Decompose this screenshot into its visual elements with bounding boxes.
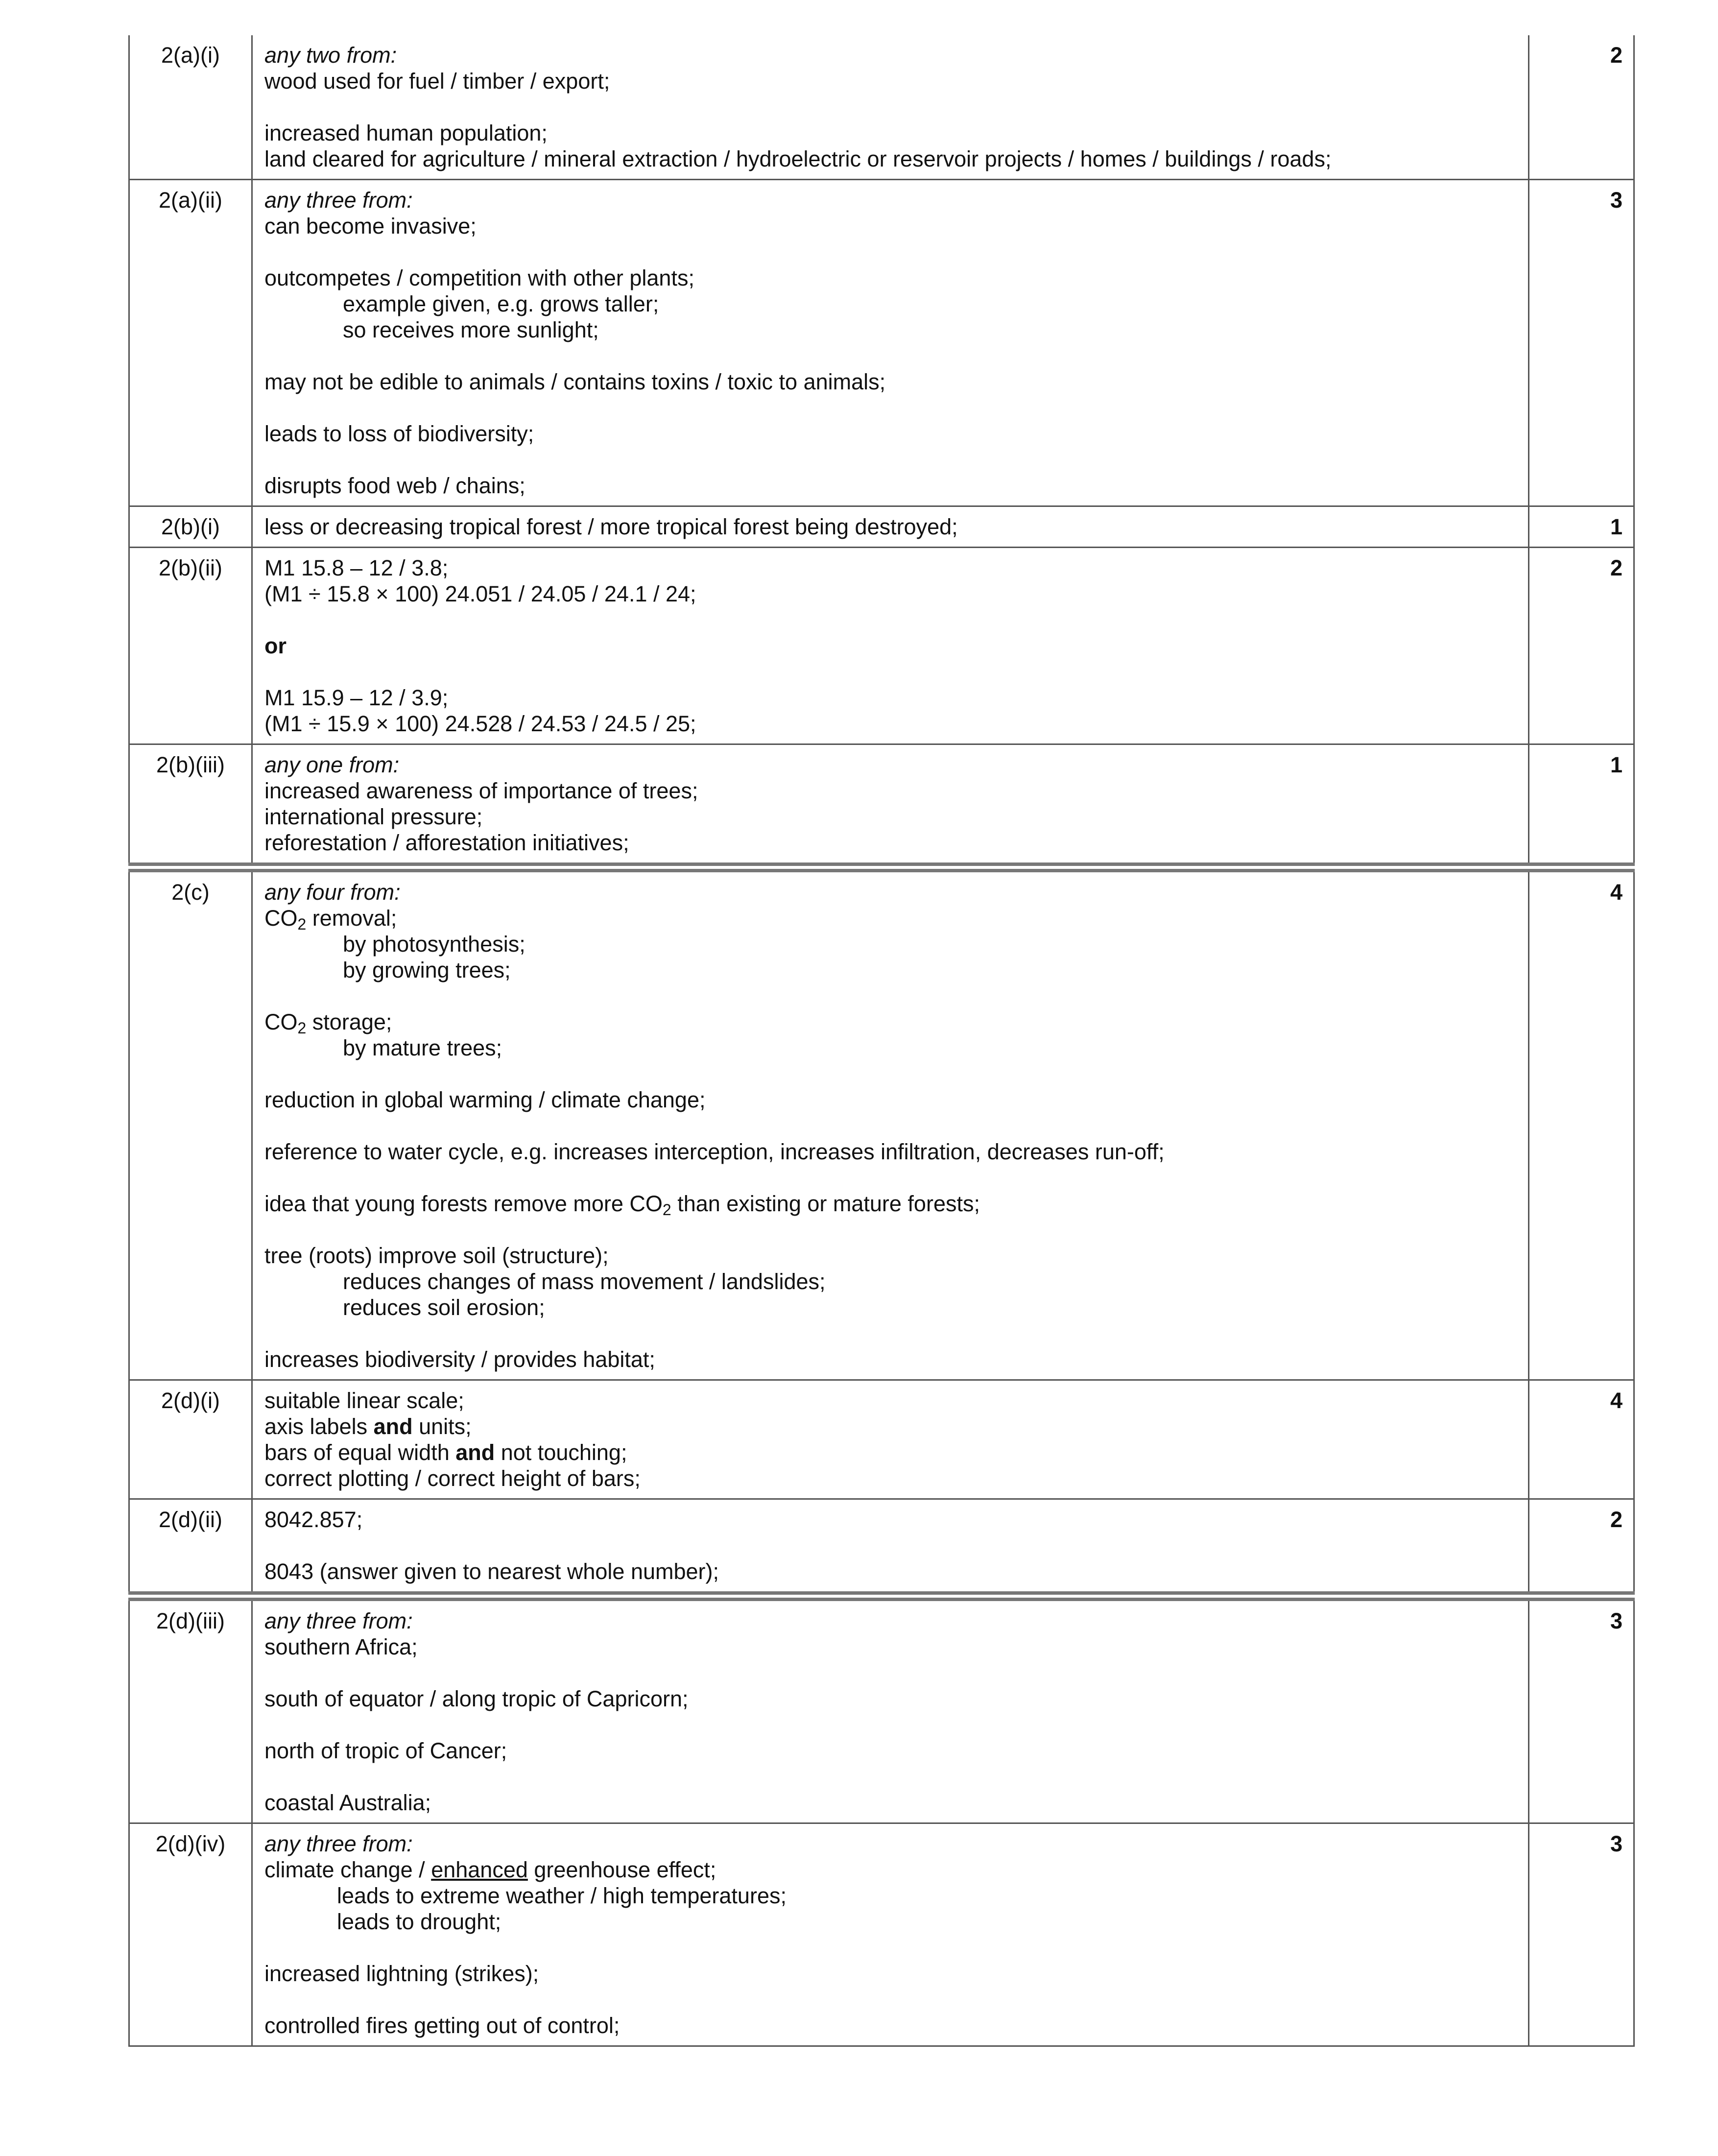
- answer-line: increased lightning (strikes);: [264, 1961, 539, 1986]
- answer-line: reforestation / afforestation initiatives;: [264, 830, 629, 855]
- answer-subline: leads to drought;: [337, 1909, 501, 1934]
- answer-line: suitable linear scale;: [264, 1388, 464, 1413]
- answer-header: any one from:: [264, 752, 400, 777]
- answer-text: climate change /: [264, 1857, 431, 1882]
- subscript-two: 2: [297, 1019, 307, 1037]
- answer-line: 8042.857;: [264, 1507, 363, 1532]
- marks-cell: 2: [1529, 548, 1634, 744]
- answer-line: controlled fires getting out of control;: [264, 2013, 620, 2038]
- answer-line: north of tropic of Cancer;: [264, 1738, 507, 1763]
- co-text: CO: [264, 1009, 298, 1034]
- answer-text: bars of equal width: [264, 1440, 456, 1465]
- answer-subline: by photosynthesis;: [343, 932, 525, 957]
- answer-line: correct plotting / correct height of bars;: [264, 1466, 641, 1491]
- answer-cell: [252, 744, 1529, 868]
- answer-line: increases biodiversity / provides habitat;: [264, 1347, 655, 1372]
- answer-cell: [252, 180, 1529, 506]
- bold-and: and: [373, 1414, 413, 1439]
- answer-line: land cleared for agriculture / mineral extraction / hydroelectric or reservoir projects / homes / buildings / roads;: [264, 146, 1332, 171]
- answer-subline: reduces soil erosion;: [343, 1295, 545, 1320]
- marks-cell: 1: [1529, 506, 1634, 548]
- answer-line: less or decreasing tropical forest / more tropical forest being destroyed;: [264, 514, 958, 539]
- answer-text: axis labels: [264, 1414, 374, 1439]
- answer-line: [264, 1009, 1518, 1035]
- answer-header: any four from:: [264, 880, 401, 905]
- answer-cell: [252, 1499, 1529, 1597]
- subscript-two: 2: [297, 915, 307, 933]
- answer-line: coastal Australia;: [264, 1790, 431, 1815]
- question-number: 2(a)(i): [129, 35, 252, 180]
- table-row: [129, 744, 1634, 868]
- answer-subline: leads to extreme weather / high temperatures;: [337, 1883, 787, 1908]
- answer-cell: [252, 35, 1529, 180]
- answer-header: any three from:: [264, 1608, 413, 1633]
- answer-text: not touching;: [495, 1440, 627, 1465]
- answer-line: can become invasive;: [264, 214, 477, 239]
- answer-line: M1 15.8 – 12 / 3.8;: [264, 555, 449, 580]
- answer-line: reference to water cycle, e.g. increases interception, increases infiltration, decreases run-off;: [264, 1139, 1165, 1164]
- table-row: [129, 548, 1634, 744]
- or-separator: or: [264, 633, 286, 658]
- answer-cell: [252, 1823, 1529, 2046]
- answer-text: than existing or mature forests;: [671, 1191, 980, 1216]
- answer-header: any three from:: [264, 188, 413, 213]
- answer-line: disrupts food web / chains;: [264, 473, 525, 498]
- answer-line: M1 15.9 – 12 / 3.9;: [264, 685, 449, 710]
- answer-header: any three from:: [264, 1831, 413, 1856]
- answer-line: [264, 905, 1518, 931]
- answer-line: (M1 ÷ 15.9 × 100) 24.528 / 24.53 / 24.5 / 25;: [264, 711, 696, 736]
- answer-line: [264, 1439, 1518, 1465]
- answer-line: [264, 1413, 1518, 1439]
- subscript-two: 2: [662, 1201, 671, 1219]
- answer-cell: [252, 1596, 1529, 1823]
- underlined-enhanced: enhanced: [431, 1857, 528, 1882]
- answer-line: reduction in global warming / climate change;: [264, 1087, 706, 1112]
- answer-cell: [252, 867, 1529, 1380]
- marks-cell: 3: [1529, 1823, 1634, 2046]
- answer-text: greenhouse effect;: [527, 1857, 716, 1882]
- table-row: [129, 1823, 1634, 2046]
- marks-cell: 4: [1529, 867, 1634, 1380]
- table-row: [129, 1380, 1634, 1499]
- table-row: [129, 1499, 1634, 1597]
- answer-line: may not be edible to animals / contains toxins / toxic to animals;: [264, 369, 886, 394]
- answer-subline: so receives more sunlight;: [343, 317, 599, 342]
- question-number: 2(b)(iii): [129, 744, 252, 868]
- marks-cell: 4: [1529, 1380, 1634, 1499]
- table-row: [129, 180, 1634, 506]
- question-number: 2(d)(iii): [129, 1596, 252, 1823]
- answer-subline: by growing trees;: [343, 958, 511, 982]
- question-number: 2(c): [129, 867, 252, 1380]
- answer-cell: [252, 548, 1529, 744]
- answer-text: idea that young forests remove more CO: [264, 1191, 663, 1216]
- question-number: 2(d)(i): [129, 1380, 252, 1499]
- answer-subline: by mature trees;: [343, 1035, 502, 1060]
- co-text: CO: [264, 906, 298, 931]
- answer-line: wood used for fuel / timber / export;: [264, 69, 610, 94]
- answer-header: any two from:: [264, 43, 397, 68]
- answer-line: [264, 1191, 1518, 1217]
- answer-line: leads to loss of biodiversity;: [264, 421, 534, 446]
- table-row: [129, 1596, 1634, 1823]
- answer-line: outcompetes / competition with other plants;: [264, 265, 694, 290]
- answer-text: storage;: [306, 1009, 392, 1034]
- answer-line: international pressure;: [264, 804, 483, 829]
- question-number: 2(b)(ii): [129, 548, 252, 744]
- table-row: [129, 35, 1634, 180]
- answer-subline: example given, e.g. grows taller;: [343, 291, 659, 316]
- mark-scheme-table: [128, 35, 1635, 2047]
- question-number: 2(b)(i): [129, 506, 252, 548]
- table-row: [129, 506, 1634, 548]
- answer-line: south of equator / along tropic of Capricorn;: [264, 1686, 689, 1711]
- answer-line: southern Africa;: [264, 1634, 418, 1659]
- answer-line: 8043 (answer given to nearest whole number);: [264, 1559, 719, 1584]
- table-row: [129, 867, 1634, 1380]
- answer-line: increased awareness of importance of trees;: [264, 778, 698, 803]
- answer-line: (M1 ÷ 15.8 × 100) 24.051 / 24.05 / 24.1 / 24;: [264, 581, 696, 606]
- answer-cell: [252, 506, 1529, 548]
- bold-and: and: [455, 1440, 495, 1465]
- marks-cell: 2: [1529, 35, 1634, 180]
- answer-cell: [252, 1380, 1529, 1499]
- question-number: 2(a)(ii): [129, 180, 252, 506]
- answer-line: [264, 1857, 1518, 1883]
- marks-cell: 2: [1529, 1499, 1634, 1597]
- answer-line: tree (roots) improve soil (structure);: [264, 1243, 609, 1268]
- marks-cell: 1: [1529, 744, 1634, 868]
- marks-cell: 3: [1529, 1596, 1634, 1823]
- marks-cell: 3: [1529, 180, 1634, 506]
- answer-subline: reduces changes of mass movement / landslides;: [343, 1269, 826, 1294]
- answer-line: increased human population;: [264, 120, 548, 145]
- answer-text: removal;: [306, 906, 397, 931]
- answer-text: units;: [412, 1414, 472, 1439]
- question-number: 2(d)(ii): [129, 1499, 252, 1597]
- question-number: 2(d)(iv): [129, 1823, 252, 2046]
